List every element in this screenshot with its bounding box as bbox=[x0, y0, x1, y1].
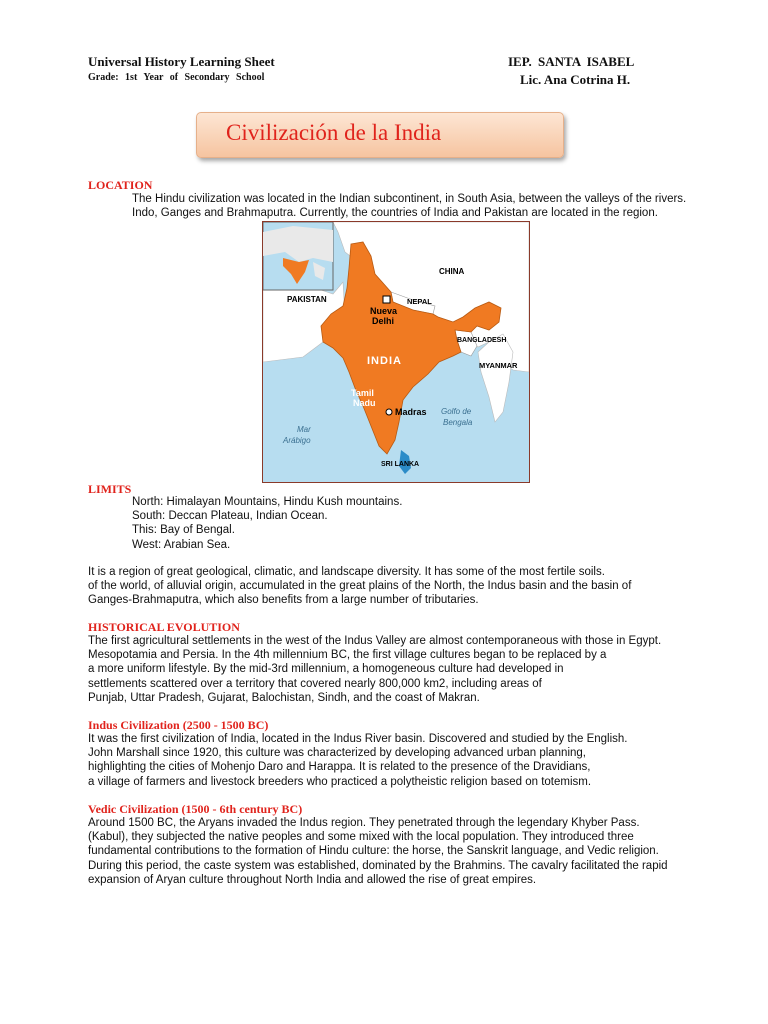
location-line: Indo, Ganges and Brahmaputra. Currently, the countries of India and Pakistan are located in the region. bbox=[132, 207, 658, 220]
indus-line: John Marshall since 1920, this culture was characterized by developing advanced urban planning, bbox=[88, 747, 586, 760]
sheet-title: Universal History Learning Sheet bbox=[88, 54, 275, 69]
label-nepal: NEPAL bbox=[407, 297, 432, 306]
limit-south: South: Deccan Plateau, Indian Ocean. bbox=[132, 510, 328, 523]
region-line: of the world, of alluvial origin, accumulated in the great plains of the North, the Indus basin and the basin of bbox=[88, 580, 632, 593]
label-golfo-2: Bengala bbox=[443, 418, 473, 427]
grade-line: Grade: 1st Year of Secondary School bbox=[88, 72, 265, 83]
label-madras: Madras bbox=[395, 407, 427, 417]
historical-line: a more uniform lifestyle. By the mid-3rd millennium, a homogeneous culture had developed in bbox=[88, 663, 564, 676]
indus-paragraph bbox=[88, 732, 628, 789]
label-srilanka: SRI LANKA bbox=[381, 461, 420, 468]
indus-heading: Indus Civilization (2500 - 1500 BC) bbox=[88, 718, 269, 732]
historical-line: Mesopotamia and Persia. In the 4th millennium BC, the first village cultures began to be replaced by a bbox=[88, 649, 607, 662]
madras-marker bbox=[386, 409, 392, 415]
historical-line: The first agricultural settlements in the west of the Indus Valley are almost contemporaneous with those in Egypt. bbox=[88, 635, 662, 647]
vedic-paragraph bbox=[88, 816, 668, 887]
label-capital-1: Nueva bbox=[370, 306, 398, 316]
location-line: The Hindu civilization was located in the Indian subcontinent, in South Asia, between the valleys of the rivers. bbox=[132, 193, 687, 205]
india-map bbox=[262, 221, 530, 483]
region-line: It is a region of great geological, climatic, and landscape diversity. It has some of the most fertile soils. bbox=[88, 566, 605, 578]
historical-paragraph bbox=[88, 634, 661, 705]
historical-line: settlements scattered over a territory that covered nearly 800,000 km2, including areas of bbox=[88, 677, 542, 690]
label-bangladesh: BANGLADESH bbox=[457, 337, 507, 344]
vedic-line: expansion of Aryan culture throughout North India and allowed the rise of great empires. bbox=[88, 873, 537, 886]
label-mar-2: Arábigo bbox=[283, 436, 311, 445]
label-myanmar: MYANMAR bbox=[479, 361, 518, 370]
historical-line: Punjab, Uttar Pradesh, Gujarat, Balochistan, Sindh, and the coast of Makran. bbox=[88, 691, 480, 704]
page-title: Civilización de la India bbox=[226, 120, 442, 145]
myanmar-land bbox=[478, 334, 513, 422]
indus-line: It was the first civilization of India, located in the Indus River basin. Discovered and studied by the English. bbox=[88, 733, 628, 745]
limits-text bbox=[132, 495, 402, 552]
vedic-line: During this period, the caste system was established, dominated by the Brahmins. The cavalry facilitated the rapid bbox=[88, 859, 668, 872]
label-tamil-2: Nadu bbox=[353, 398, 376, 408]
school-name: IEP. SANTA ISABEL bbox=[508, 54, 635, 69]
label-tamil-1: Tamil bbox=[351, 388, 374, 398]
indus-line: a village of farmers and livestock breeders who practiced a polytheistic religion based on totemism. bbox=[88, 775, 592, 788]
label-china: CHINA bbox=[439, 267, 465, 276]
location-text bbox=[132, 192, 686, 220]
label-mar-1: Mar bbox=[297, 425, 311, 434]
capital-marker bbox=[383, 296, 390, 303]
vedic-line: fundamental contributions to the formation of Hindu culture: the horse, the Sanskrit language, and Vedic religion. bbox=[88, 845, 659, 858]
limit-north: North: Himalayan Mountains, Hindu Kush mountains. bbox=[132, 496, 403, 508]
label-india: INDIA bbox=[367, 355, 402, 367]
label-capital-2: Delhi bbox=[372, 316, 395, 326]
location-heading: LOCATION bbox=[88, 178, 153, 192]
historical-heading: HISTORICAL EVOLUTION bbox=[88, 620, 240, 634]
label-golfo-1: Golfo de bbox=[441, 407, 472, 416]
vedic-line: (Kabul), they subjected the native peoples and some mixed with the local population. They introduced three bbox=[88, 831, 634, 844]
limits-heading: LIMITS bbox=[88, 482, 132, 496]
vedic-heading: Vedic Civilization (1500 - 6th century BC) bbox=[88, 802, 303, 816]
limit-east: This: Bay of Bengal. bbox=[132, 524, 235, 537]
limit-west: West: Arabian Sea. bbox=[132, 538, 231, 551]
indus-line: highlighting the cities of Mohenjo Daro and Harappa. It is related to the presence of the Dravidians, bbox=[88, 761, 591, 774]
teacher-name: Lic. Ana Cotrina H. bbox=[520, 72, 631, 87]
label-pakistan: PAKISTAN bbox=[287, 295, 327, 304]
region-line: Ganges-Brahmaputra, which also benefits from a large number of tributaries. bbox=[88, 594, 479, 607]
region-paragraph bbox=[88, 565, 631, 608]
vedic-line: Around 1500 BC, the Aryans invaded the Indus region. They penetrated through the legendary Khyber Pass. bbox=[88, 817, 640, 829]
